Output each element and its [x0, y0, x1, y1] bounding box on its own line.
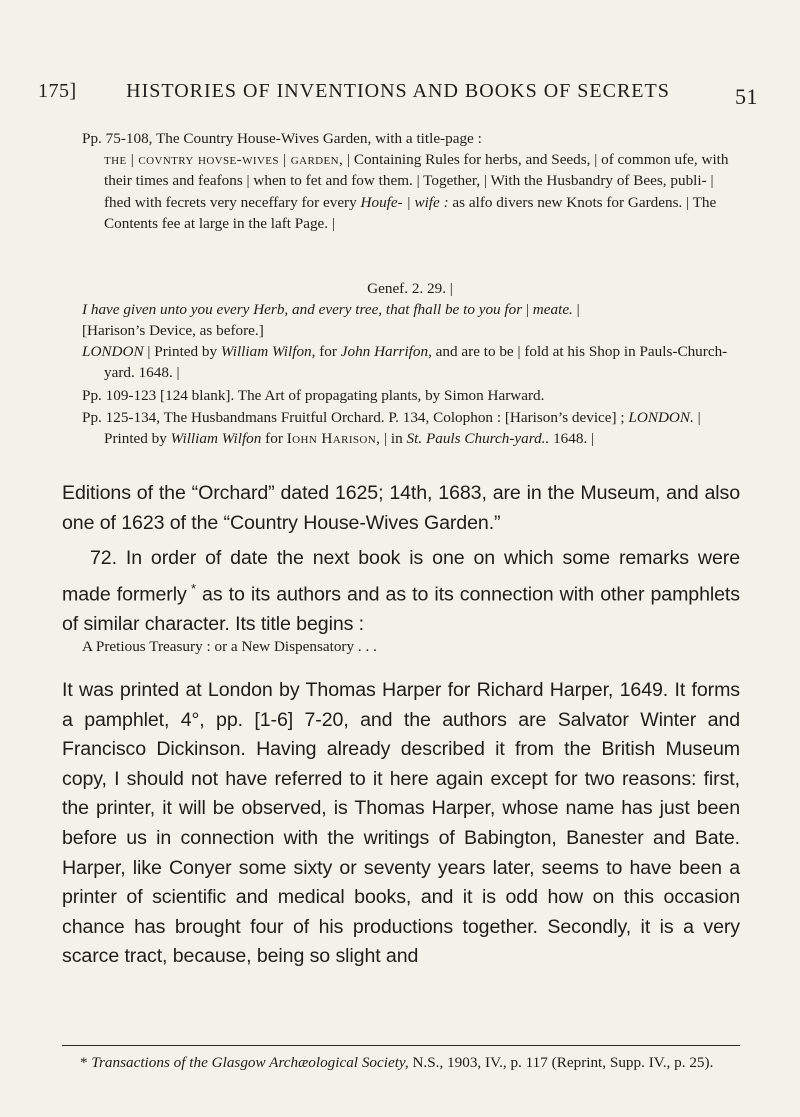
imprint-place: LONDON — [82, 343, 144, 360]
entry-art-of-propagating: Pp. 109-123 [124 blank]. The Art of propagating plants, by Simon Harward. — [82, 387, 545, 404]
title-quote: A Pretious Treasury : or a New Dispensatory . . . — [82, 638, 377, 655]
footnote-rest: N.S., 1903, IV., p. 117 (Reprint, Supp. IV., p. 25). — [408, 1054, 714, 1071]
title-text: | Containing Rules for herbs, and Seeds, | of common ufe, with their times and feafons | when to fet and fow them. | Together, | With the Husbandry of Bees, publi- | fhed with fecrets very neceffary for every — [104, 151, 729, 211]
title-small-caps: the | covntry hovse-wives | garden, — [104, 151, 344, 169]
entry3-place: LONDON. — [628, 409, 694, 426]
entry3-mid: | Printed by — [104, 409, 701, 448]
entry3-in: | in — [380, 430, 407, 448]
footnote-star: * — [80, 1054, 92, 1071]
imprint — [82, 341, 738, 383]
imprint-mid: | Printed by — [143, 343, 221, 360]
para72-text-b: as to its authors and as to its connection with other pamphlets of similar character. Its title begins : — [62, 583, 740, 635]
paragraph-main: It was printed at London by Thomas Harper for Richard Harper, 1649. It forms a pamphlet, 4°, pp. [1-6] 7-20, and the authors are Salvator Winter and Francisco Dickinson. Having already described it from the British Museum copy, I should not have referred to it here again except for two reasons: first, the printer, it will be observed, is Thomas Harper, whose name has just been before us in connection with the writings of Babington, Banester and Bate. Harper, like Conyer some sixty or seventy years later, seems to have been a printer of scientific and medical books, and it is odd how on this occasion chance has brought four of his productions together. Secondly, it is a very scarce tract, because, being so slight and — [62, 679, 740, 968]
device-note: [Harison’s Device, as before.] — [82, 322, 264, 339]
imprint-end: and are to be | fold at his Shop in Pauls-Church-yard. 1648. | — [104, 343, 728, 382]
entry3-printer: William Wilfon — [170, 430, 262, 448]
title-italic: Houfe- | wife : — [360, 193, 449, 211]
motto-italic: I have given unto you every Herb, and every tree, that fhall be to you for — [82, 301, 523, 318]
entry-house-wives-garden — [82, 128, 738, 234]
entry3-name: Iohn Harison, — [286, 430, 381, 448]
page-number: 51 — [735, 84, 758, 109]
para72-text-a: 72. In order of date the next book is one on which some remarks were made formerly — [62, 547, 740, 606]
footnote — [62, 1052, 740, 1074]
motto-line — [82, 299, 738, 320]
genesis-reference: Genef. 2. 29. | — [367, 280, 453, 297]
entry-husbandmans-orchard — [82, 407, 738, 449]
imprint-bookseller: John Harrifon, — [340, 343, 432, 360]
paragraph-72 — [62, 544, 740, 639]
motto-tail: | — [572, 301, 580, 318]
paragraph-editions: Editions of the “Orchard” dated 1625; 14th, 1683, are in the Museum, and also one of 1623 of the “Country House-Wives Garden.” — [62, 482, 740, 534]
imprint-for: for — [315, 343, 341, 360]
footnote-rule — [62, 1045, 740, 1046]
motto-separator: | — [522, 301, 533, 318]
entry3-church: St. Pauls Church-yard.. — [406, 430, 550, 448]
motto-end: meate. — [532, 301, 573, 318]
page-reference: 175] — [38, 80, 77, 102]
running-header — [38, 80, 758, 109]
entry3-for: for — [261, 430, 287, 448]
footnote-marker: * — [186, 580, 196, 596]
title-end: as alfo divers new Knots for Gardens. | The Contents fee at large in the laft Page. | — [104, 193, 717, 232]
entry-lead: Pp. 75-108, The Country House-Wives Garden, with a title-page : — [82, 130, 482, 147]
running-title: HISTORIES OF INVENTIONS AND BOOKS OF SECRETS — [126, 80, 670, 102]
entry3-year: 1648. | — [549, 430, 595, 448]
footnote-journal: Transactions of the Glasgow Archæological Society, — [91, 1054, 409, 1071]
imprint-printer: William Wilfon, — [220, 343, 316, 360]
entry3-lead: Pp. 125-134, The Husbandmans Fruitful Orchard. P. 134, Colophon : [Harison’s device] ; — [82, 409, 629, 426]
